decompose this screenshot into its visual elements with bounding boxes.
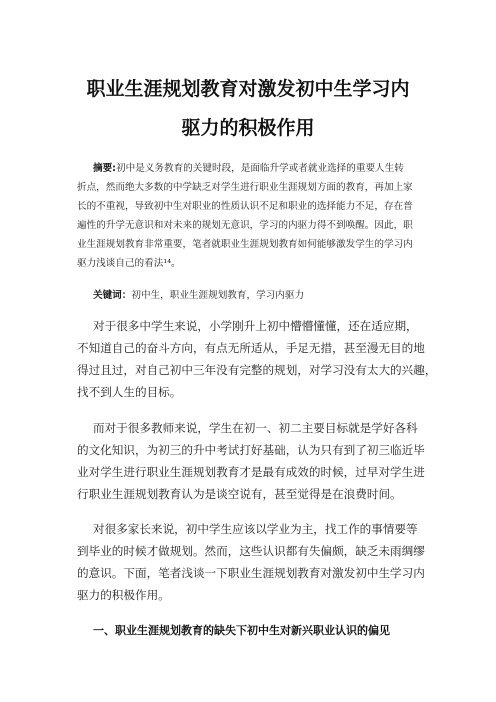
paragraph-line: 驱力的积极作用。 <box>77 588 170 602</box>
paragraph-line: 对很多家长来说，初中学生应该以学业为主，找工作的事情要等 <box>93 522 418 536</box>
abstract-line: 驱力浅谈自己的看法¹⁴。 <box>77 258 181 269</box>
abstract-line: 业生涯规划教育非常重要，笔者就职业生涯规划教育如何能够激发学生的学习内 <box>77 239 413 250</box>
keywords-line <box>93 289 304 303</box>
title-line-2: 驱力的积极作用 <box>181 117 315 139</box>
paragraph-line: 的意识。下面，笔者浅谈一下职业生涯规划教育对激发初中生学习内 <box>77 566 425 580</box>
section-heading: 一、职业生涯规划教育的缺失下初中生对新兴职业认识的偏见 <box>93 624 390 637</box>
abstract-label: 摘要: <box>93 163 117 174</box>
paragraph-line: 找不到人生的目标。 <box>77 385 182 399</box>
abstract-line: 折点，然而绝大多数的中学缺乏对学生进行职业生涯规划方面的教育，再加上家 <box>77 182 413 193</box>
abstract-line: 长的不重视，导致初中生对职业的性质认识不足和职业的选择能力不足，存在普 <box>77 201 413 212</box>
keywords-label: 关键词： <box>93 290 132 301</box>
paragraph-line: 行职业生涯规划教育认为是谈空说有，甚至觉得是在浪费时间。 <box>77 487 402 501</box>
paragraph-line: 不知道自己的奋斗方向，有点无所适从，手足无措，甚至漫无目的地 <box>77 341 425 355</box>
abstract-text: 初中是义务教育的关键时段，是面临升学或者就业选择的重要人生转 <box>116 163 404 174</box>
paragraph-line: 业对学生进行职业生涯规划教育才是最有成效的时候，过早对学生进 <box>77 465 425 479</box>
abstract-line <box>93 162 404 176</box>
paragraph-line: 到毕业的时候才做规划。然而，这些认识都有失偏颇，缺乏未雨绸缪 <box>77 544 425 558</box>
abstract-line: 遍性的升学无意识和对未来的规划无意识，学习的内驱力得不到唤醒。因此，职 <box>77 220 413 231</box>
title-line-1: 职业生涯规划教育对激发初中生学习内 <box>86 78 410 100</box>
paragraph-line: 而对于很多教师来说，学生在初一、初二主要目标就是学好各科 <box>93 421 418 435</box>
paragraph-line: 对于很多中学生来说，小学刚升上初中懵懵懂懂，还在适应期， <box>93 319 418 333</box>
keywords-text: 初中生，职业生涯规划教育，学习内驱力 <box>131 290 305 301</box>
paragraph-line: 得过且过，对自己初中三年没有完整的规划，对学习没有太大的兴趣， <box>77 363 437 377</box>
paragraph-line: 的文化知识，为初三的升中考试打好基础，认为只有到了初三临近毕 <box>77 443 425 457</box>
